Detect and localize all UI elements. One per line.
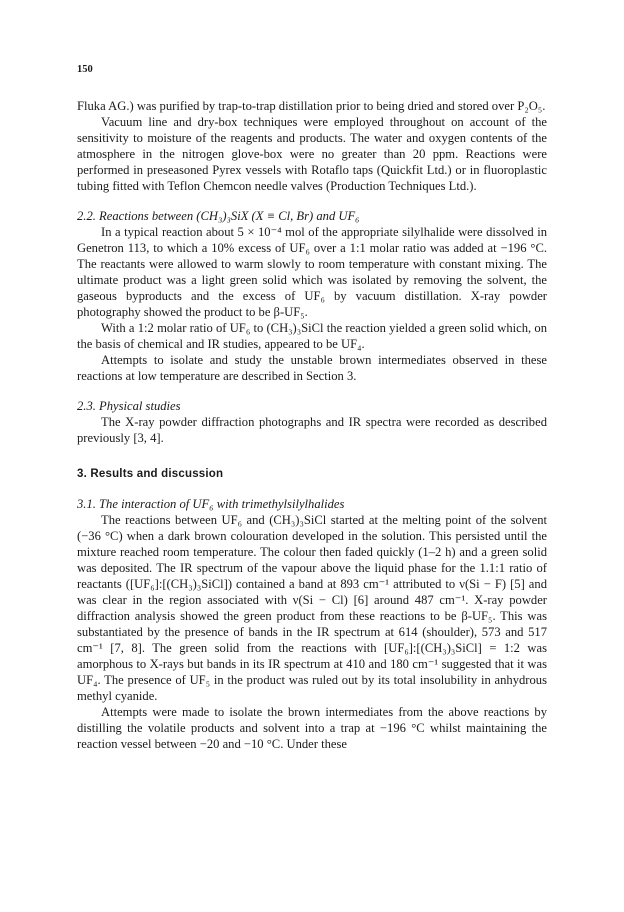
section-3-heading: 3. Results and discussion	[77, 468, 224, 480]
page-body	[77, 98, 547, 752]
page-number: 150	[77, 64, 93, 75]
paragraph-2-2-intermediates: Attempts to isolate and study the unstable brown intermediates observed in these reactions at low temperature are described in Section 3.	[77, 353, 547, 383]
paragraph-intro: Fluka AG.) was purified by trap-to-trap distillation prior to being dried and stored over P₂O₅.	[77, 99, 546, 113]
paragraph-3-1-isolation-attempts: Attempts were made to isolate the brown intermediates from the above reactions by distilling the volatile products and solvent into a trap at −196 °C whilst maintaining the reaction vessel between −20 and −10 °C. Under these	[77, 705, 547, 751]
paragraph-vacuum-techniques: Vacuum line and dry-box techniques were employed throughout on account of the sensitivity to moisture of the reagents and products. The water and oxygen contents of the atmosphere in the nitrogen glove-box were no greater than 20 ppm. Reactions were performed in preseasoned Pyrex vessels with Rotaflo taps (Quickfit Ltd.) or in fluoroplastic tubing fitted with Teflon Chemcon needle valves (Production Techniques Ltd.).	[77, 115, 547, 193]
paragraph-2-2-typical-reaction: In a typical reaction about 5 × 10⁻⁴ mol of the appropriate silylhalide were dissolved in Genetron 113, to which a 10% excess of UF₆ over a 1:1 molar ratio was added at −196 °C. The reactants were allowed to warm slowly to room temperature with constant mixing. The ultimate product was a light green solid which was isolated by removing the solvent, the gaseous byproducts and the excess of UF₆ by vacuum distillation. X-ray powder photography showed the product to be β-UF₅.	[77, 225, 547, 319]
paragraph-3-1-reactions: The reactions between UF₆ and (CH₃)₃SiCl started at the melting point of the solvent (−36 °C) when a dark brown colouration developed in the solution. This persisted until the mixture reached room temperature. The colour then faded quickly (1–2 h) and a green solid was deposited. The IR spectrum of the vapour above the liquid phase for the 1.1:1 ratio of reactants ([UF₆]:[(CH₃)₃SiCl]) contained a band at 893 cm⁻¹ attributed to ν(Si − F) [5] and was clear in the region associated with ν(Si − Cl) [6] around 487 cm⁻¹. X-ray powder diffraction analysis showed the green product from these reactions to be β-UF₅. This was substantiated by the presence of bands in the IR spectrum at 614 (shoulder), 573 and 517 cm⁻¹ [7, 8]. The green solid from the reactions with [UF₆]:[(CH₃)₃SiCl] = 1:2 was amorphous to X-rays but bands in its IR spectrum at 410 and 180 cm⁻¹ suggested that it was UF₄. The presence of UF₅ in the product was ruled out by its total insolubility in anhydrous methyl cyanide.	[77, 513, 547, 703]
section-3-1-heading: 3.1. The interaction of UF₆ with trimethylsilylhalides	[77, 497, 345, 511]
section-2-2-heading: 2.2. Reactions between (CH₃)₃SiX (X ≡ Cl, Br) and UF₆	[77, 209, 360, 223]
section-2-3-heading: 2.3. Physical studies	[77, 399, 181, 413]
paragraph-2-3-physical-studies: The X-ray powder diffraction photographs and IR spectra were recorded as described previously [3, 4].	[77, 415, 547, 445]
paragraph-2-2-molar-ratio: With a 1:2 molar ratio of UF₆ to (CH₃)₃SiCl the reaction yielded a green solid which, on the basis of chemical and IR studies, appeared to be UF₄.	[77, 321, 547, 351]
